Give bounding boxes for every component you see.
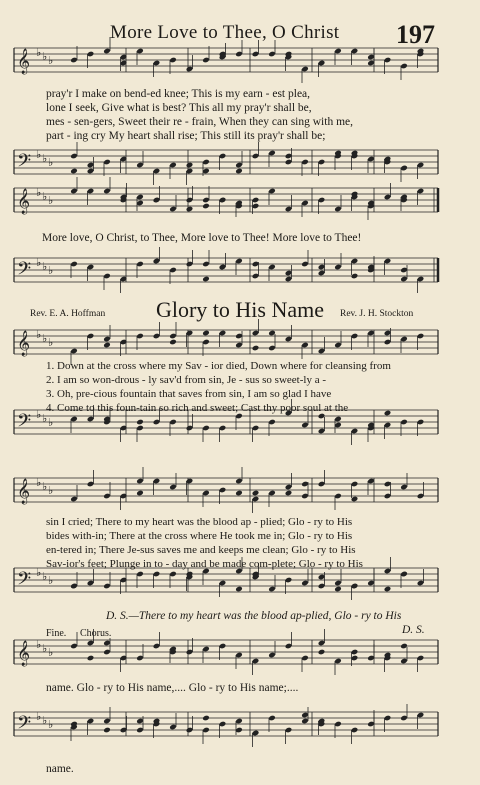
svg-text:♭: ♭: [36, 257, 42, 269]
svg-text:𝄢: 𝄢: [17, 411, 32, 436]
words-credit: Rev. E. A. Hoffman: [30, 309, 106, 319]
svg-text:♭: ♭: [42, 643, 48, 655]
svg-text:♭: ♭: [48, 647, 54, 659]
svg-text:♭: ♭: [42, 191, 48, 203]
svg-text:𝄞: 𝄞: [17, 641, 31, 666]
svg-text:♭: ♭: [42, 261, 48, 273]
refrain-line: More love, O Christ, to Thee, More love to Thee! More love to Thee!: [42, 232, 362, 244]
verse-line: mes - sen-gers, Sweet their re - frain, When they can sing with me,: [46, 116, 353, 128]
svg-text:𝄢: 𝄢: [17, 259, 32, 284]
hymn-title: More Love to Thee, O Christ: [110, 22, 340, 43]
svg-text:𝄢: 𝄢: [17, 569, 32, 594]
verse-line: part - ing cry My heart shall rise; This still its pray'r shall be;: [46, 130, 326, 142]
verse-line: 3. Oh, pre-cious fountain that saves from sin, I am so glad I have: [46, 388, 332, 400]
verse-line: lone I seek, Give what is best? This all my pray'r shall be,: [46, 102, 312, 114]
chorus-line: name. Glo - ry to His name,.... Glo - ry to His name;....: [46, 682, 299, 694]
svg-text:♭: ♭: [36, 477, 42, 489]
verse-line: sin I cried; There to my heart was the blood ap - plied; Glo - ry to His: [46, 516, 353, 528]
svg-text:♭: ♭: [48, 417, 54, 429]
verse-line: Sav-ior's feet; Plunge in to - day and be made com-plete; Glo - ry to His: [46, 558, 363, 570]
hymn-number: 197: [396, 20, 435, 49]
svg-text:♭: ♭: [42, 715, 48, 727]
svg-text:𝄢: 𝄢: [17, 713, 32, 738]
svg-text:♭: ♭: [36, 567, 42, 579]
svg-text:♭: ♭: [36, 329, 42, 341]
fine-label: Fine.: [46, 628, 67, 639]
svg-text:♭: ♭: [48, 719, 54, 731]
svg-text:♭: ♭: [48, 575, 54, 587]
verse-line: en-tered in; There Je-sus saves me and keeps me clean; Glo - ry to His: [46, 544, 356, 556]
ds-line: D. S.—There to my heart was the blood ap-plied, Glo - ry to His: [106, 610, 402, 622]
svg-text:♭: ♭: [36, 47, 42, 59]
svg-text:♭: ♭: [48, 55, 54, 67]
svg-text:𝄞: 𝄞: [17, 189, 31, 214]
svg-text:♭: ♭: [48, 195, 54, 207]
svg-text:𝄢: 𝄢: [17, 151, 32, 176]
hymn-title-2: Glory to His Name: [155, 297, 325, 322]
svg-text:𝄞: 𝄞: [17, 479, 31, 504]
svg-text:♭: ♭: [36, 639, 42, 651]
svg-text:♭: ♭: [36, 409, 42, 421]
svg-text:♭: ♭: [42, 51, 48, 63]
svg-text:♭: ♭: [48, 337, 54, 349]
svg-text:♭: ♭: [42, 481, 48, 493]
svg-text:♭: ♭: [36, 711, 42, 723]
chorus-label: Chorus.: [80, 628, 112, 639]
svg-text:♭: ♭: [42, 571, 48, 583]
svg-text:♭: ♭: [48, 265, 54, 277]
music-credit: Rev. J. H. Stockton: [340, 309, 414, 319]
ds-mark: D. S.: [402, 624, 425, 636]
svg-text:♭: ♭: [48, 485, 54, 497]
verse-line: bides with-in; There at the cross where He took me in; Glo - ry to His: [46, 530, 353, 542]
svg-text:♭: ♭: [42, 413, 48, 425]
svg-text:𝄞: 𝄞: [17, 331, 31, 356]
verse-line: 1. Down at the cross where my Sav - ior died, Down where for cleansing from: [46, 360, 391, 372]
verse-line: pray'r I make on bend-ed knee; This is my earn - est plea,: [46, 88, 311, 100]
svg-text:♭: ♭: [42, 153, 48, 165]
verse-line: 2. I am so won-drous - ly sav'd from sin, Je - sus so sweet-ly a -: [46, 374, 326, 386]
svg-text:♭: ♭: [42, 333, 48, 345]
verse-line: 4. Come to this foun-tain so rich and sweet; Cast thy poor soul at the: [46, 402, 349, 414]
end-word: name.: [46, 763, 74, 775]
svg-text:♭: ♭: [36, 149, 42, 161]
svg-text:𝄞: 𝄞: [17, 49, 31, 74]
svg-text:♭: ♭: [48, 157, 54, 169]
svg-text:♭: ♭: [36, 187, 42, 199]
